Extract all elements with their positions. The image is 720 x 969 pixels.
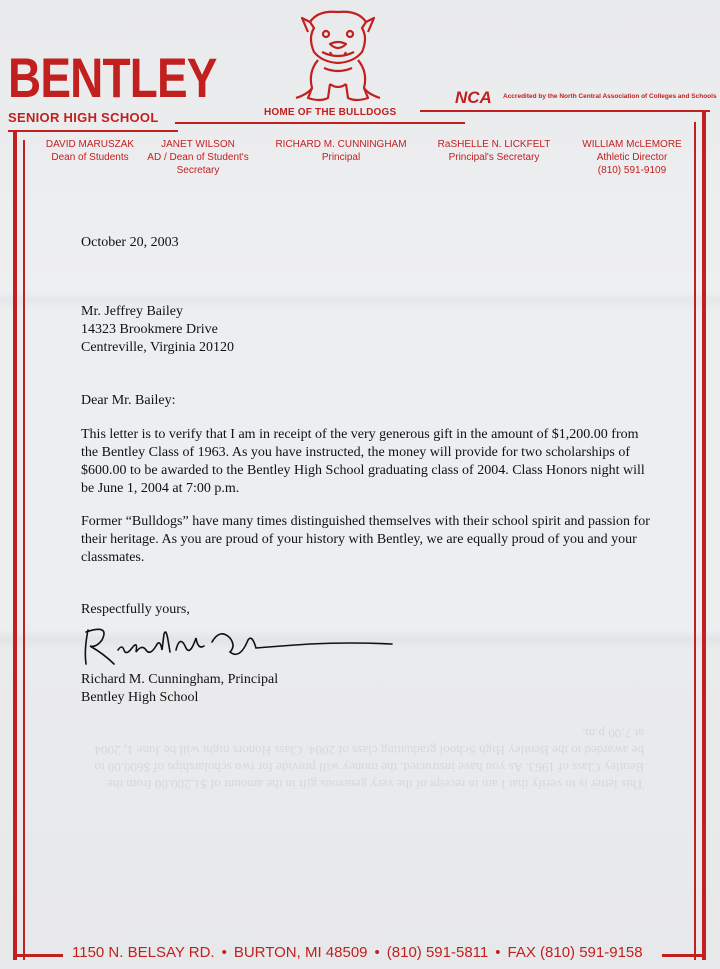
footer-city: BURTON, MI 48509 xyxy=(233,944,368,961)
footer-address: 1150 N. BELSAY RD. xyxy=(72,944,215,961)
letterhead-brand xyxy=(8,46,262,125)
frame-right-inner xyxy=(694,122,696,960)
letter-date: October 20, 2003 xyxy=(81,235,179,250)
staff-item xyxy=(138,138,258,177)
staff-item xyxy=(30,138,150,164)
header-rule-mid xyxy=(175,122,465,124)
staff-phone: (810) 591-9109 xyxy=(597,165,667,176)
header-rule-right xyxy=(420,110,710,112)
salutation: Dear Mr. Bailey: xyxy=(81,393,176,408)
staff-name: WILLIAM McLEMORE xyxy=(582,139,682,150)
letterhead-footer: 1150 N. BELSAY RD. • BURTON, MI 48509 • (810) 591-5811 • FAX (810) 591-9158 xyxy=(72,944,643,961)
signer-name: Richard M. Cunningham, Principal xyxy=(81,672,279,687)
body-paragraph: This letter is to verify that I am in receipt of the very generous gift in the amount of $1,200.00 from the Bentley Class of 1963. As you have instructed, the money will provide for two scholarships of $600.00 to be awarded to the Bentley High School graduating class of 2004. Class Honors night will be June 1, 2004 at 7:00 p.m. xyxy=(81,427,645,496)
staff-name: RaSHELLE N. LICKFELT xyxy=(437,139,551,150)
signer-org: Bentley High School xyxy=(81,690,199,705)
recipient-address xyxy=(81,303,234,357)
footer-phone: (810) 591-5811 xyxy=(386,944,489,961)
staff-name: RICHARD M. CUNNINGHAM xyxy=(275,139,407,150)
frame-left-inner xyxy=(23,140,25,960)
closing: Respectfully yours, xyxy=(81,602,190,617)
staff-item xyxy=(266,138,416,164)
school-subtitle: SENIOR HIGH SCHOOL xyxy=(8,110,159,125)
ghost-paragraph: This letter is to verify that I am in receipt of the very generous gift in the amount of $1,200.00 from the Bentley Class of 1963. As you have instructed, the money will provide for two scholarships of $600.00 to be awarded to the Bentley High School graduating class of 2004. Class Honors night will be June 1, 2004 at 7:00 p.m. xyxy=(94,726,644,792)
frame-left xyxy=(13,132,17,960)
header-rule-left xyxy=(8,130,178,132)
motto: HOME OF THE BULLDOGS xyxy=(264,107,397,118)
staff-title: Athletic Director xyxy=(596,152,668,163)
footer-fax: FAX (810) 591-9158 xyxy=(507,944,643,961)
accreditation-text: Accredited by the North Central Association of Colleges and Schools xyxy=(503,93,717,100)
address-line: Mr. Jeffrey Bailey xyxy=(81,304,183,319)
signature xyxy=(80,620,400,670)
address-line: 14323 Brookmere Drive xyxy=(81,322,218,337)
staff-item xyxy=(568,138,696,177)
school-name: BENTLEY xyxy=(8,46,217,109)
staff-name: JANET WILSON xyxy=(161,139,235,150)
signer-block xyxy=(81,671,278,707)
staff-title: Dean of Students xyxy=(51,152,129,163)
frame-bottom-right xyxy=(662,954,706,957)
staff-title: Principal xyxy=(321,152,361,163)
frame-right xyxy=(702,110,706,960)
frame-bottom-left xyxy=(13,954,63,957)
body-paragraph: Former “Bulldogs” have many times distinguished themselves with their school spirit and passion for their heritage. As you are proud of your history with Bentley, we are equally proud of you and your classmates. xyxy=(81,514,650,565)
staff-item xyxy=(424,138,564,164)
staff-title: Principal's Secretary xyxy=(448,152,540,163)
address-line: Centreville, Virginia 20120 xyxy=(81,340,235,355)
bleed-through-text xyxy=(84,725,644,793)
nca-logo: NCA xyxy=(455,88,492,107)
staff-title: AD / Dean of Student's Secretary xyxy=(147,152,249,176)
staff-name: DAVID MARUSZAK xyxy=(45,139,135,150)
bulldog-mascot-icon xyxy=(288,8,388,106)
